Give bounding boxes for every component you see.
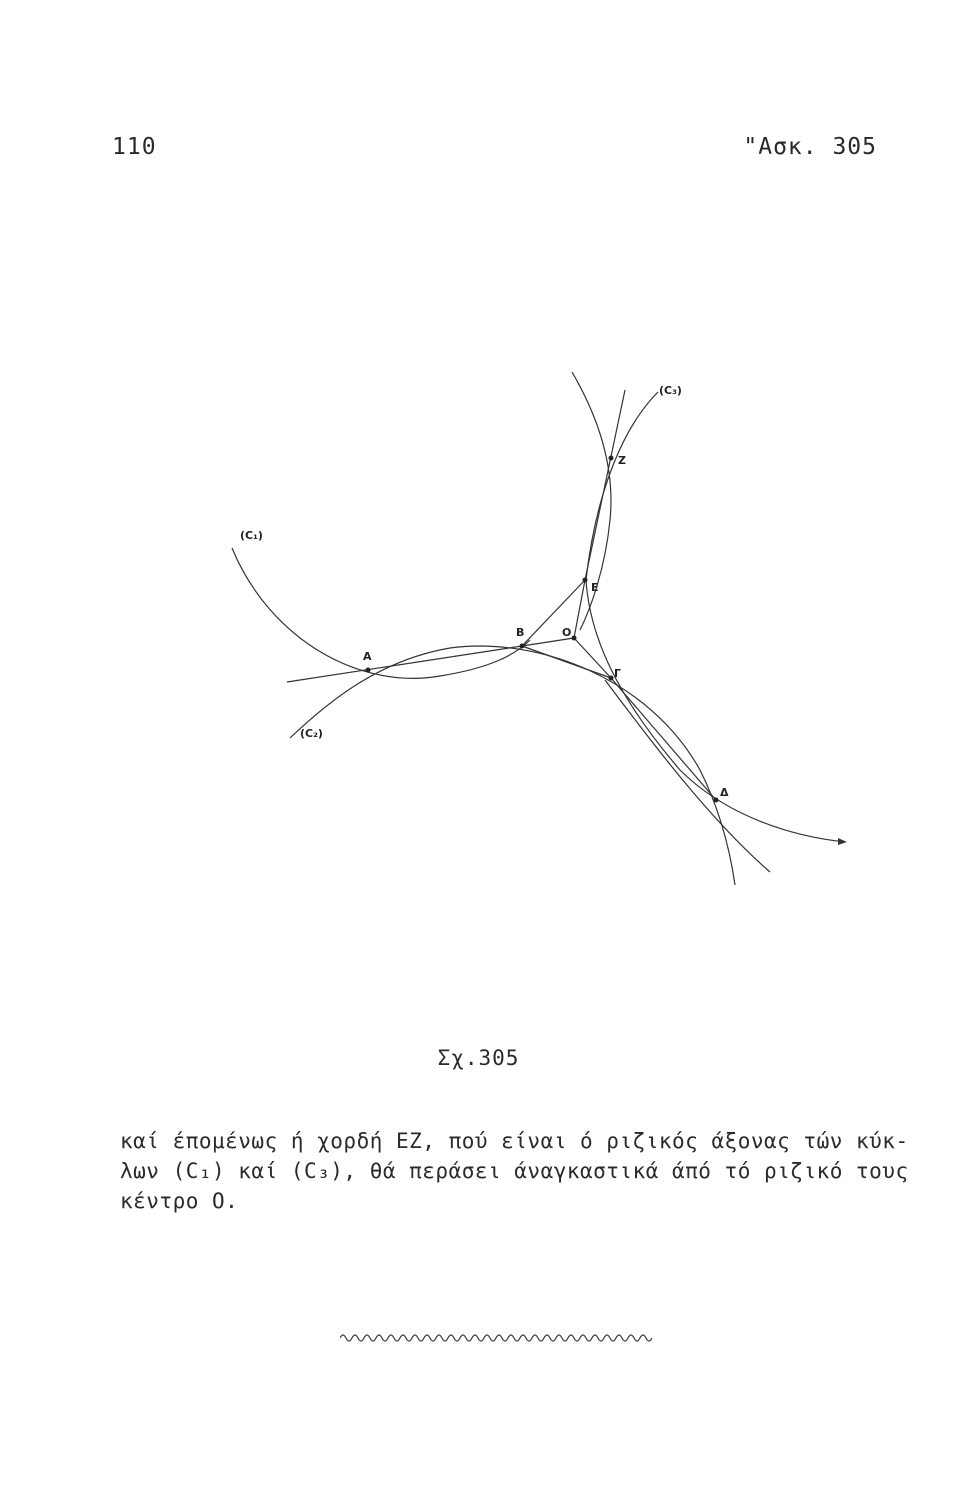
chord-bo-line (522, 638, 574, 646)
label-e: E (591, 581, 599, 594)
point-d (714, 798, 719, 803)
label-o: O (562, 626, 572, 639)
body-line-2: λων (C₁) καί (C₃), θά περάσει άναγκαστικά άπό τό ριζικό τους (120, 1159, 909, 1183)
wavy-divider (340, 1330, 660, 1349)
label-b: B (516, 626, 525, 639)
point-o (572, 636, 577, 641)
body-line-1: καί έπομένως ή χορδή ΕΖ, πού είναι ό ριζικός άξονας τών κύκ- (120, 1129, 909, 1153)
label-g: Γ (614, 667, 622, 680)
chord-gd-line (611, 678, 716, 800)
circle-arc-delta (605, 680, 770, 872)
circle-c2-arc (290, 646, 735, 885)
point-a (366, 668, 371, 673)
figure-caption: Σχ.305 (437, 1046, 520, 1070)
body-line-3: κέντρο Ο. (120, 1189, 239, 1213)
label-a: A (363, 650, 372, 663)
arrow-tip (838, 838, 847, 845)
chord-eo-line (574, 580, 585, 638)
page-number: 110 (112, 134, 157, 160)
label-z: Z (618, 454, 626, 467)
label-c2: (C₂) (300, 727, 323, 740)
point-g (609, 676, 614, 681)
exercise-reference: "Ασκ. 305 (743, 134, 877, 160)
chord-ab-line (287, 646, 522, 682)
point-z (609, 456, 614, 461)
point-e (583, 578, 588, 583)
label-c1: (C₁) (240, 529, 263, 542)
point-b (520, 644, 525, 649)
body-paragraph (120, 1126, 909, 1216)
label-c3: (C₃) (659, 384, 682, 397)
circle-c1-arc (232, 548, 530, 678)
chord-bg-line (522, 646, 611, 678)
label-d: Δ (720, 786, 729, 799)
